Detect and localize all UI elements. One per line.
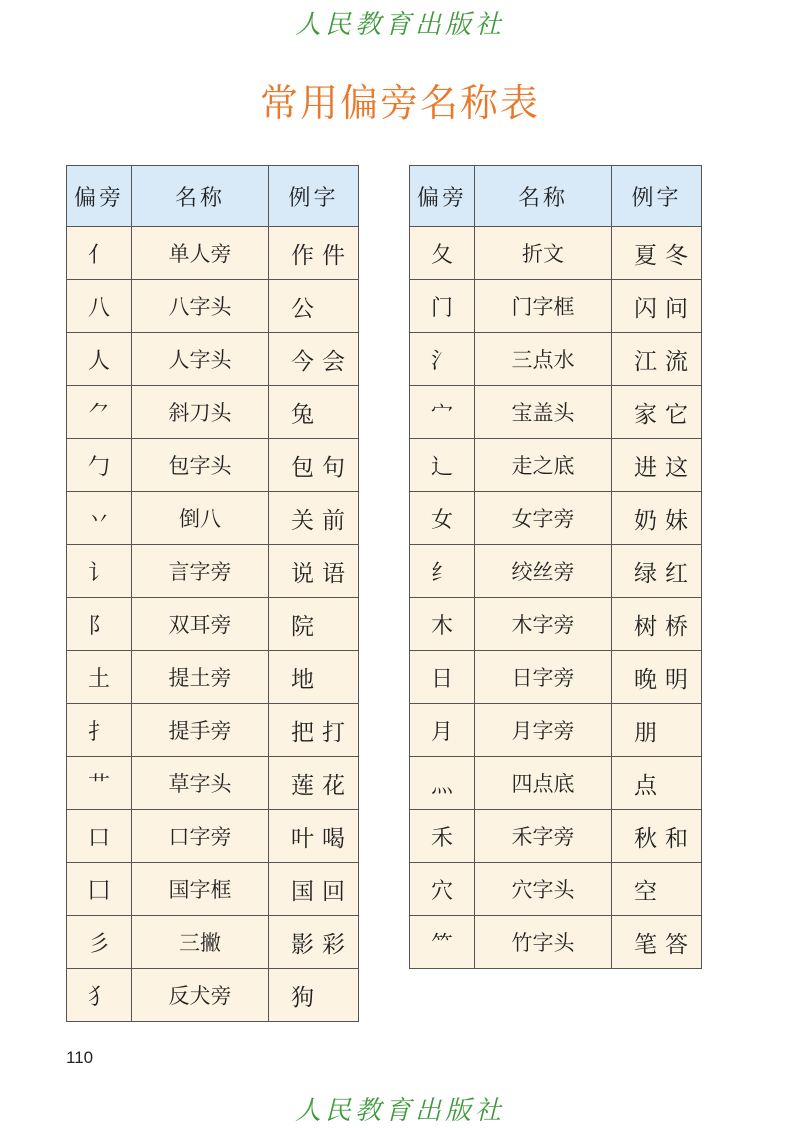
radical-cell: 土 (67, 651, 132, 704)
name-cell: 门字框 (475, 280, 612, 333)
examples-cell: 点 (612, 757, 702, 810)
name-cell: 宝盖头 (475, 386, 612, 439)
radical-cell: 纟 (410, 545, 475, 598)
examples-cell: 空 (612, 863, 702, 916)
table-header-row (410, 166, 702, 227)
name-cell: 斜刀头 (132, 386, 269, 439)
radical-cell: 门 (410, 280, 475, 333)
table-row (67, 757, 359, 810)
table-row (410, 863, 702, 916)
table-row (410, 598, 702, 651)
radical-cell: 亻 (67, 227, 132, 280)
name-cell: 双耳旁 (132, 598, 269, 651)
examples-cell: 地 (269, 651, 359, 704)
radical-cell: 扌 (67, 704, 132, 757)
examples-cell: 兔 (269, 386, 359, 439)
examples-cell: 树桥 (612, 598, 702, 651)
publisher-logo-top: 人民教育出版社 (294, 10, 505, 40)
name-cell: 三点水 (475, 333, 612, 386)
table-row (410, 545, 702, 598)
radical-cell: 讠 (67, 545, 132, 598)
name-cell: 三撇 (132, 916, 269, 969)
radical-cell: 八 (67, 280, 132, 333)
name-cell: 提土旁 (132, 651, 269, 704)
table-row (410, 651, 702, 704)
column-header-examples: 例字 (612, 166, 702, 227)
radical-cell: 阝 (67, 598, 132, 651)
name-cell: 倒八 (132, 492, 269, 545)
examples-cell: 叶喝 (269, 810, 359, 863)
name-cell: 反犬旁 (132, 969, 269, 1022)
radical-cell: 辶 (410, 439, 475, 492)
name-cell: 绞丝旁 (475, 545, 612, 598)
table-row (410, 492, 702, 545)
table-row (410, 704, 702, 757)
examples-cell: 进这 (612, 439, 702, 492)
radical-cell: 艹 (67, 757, 132, 810)
examples-cell: 夏冬 (612, 227, 702, 280)
name-cell: 包字头 (132, 439, 269, 492)
name-cell: 月字旁 (475, 704, 612, 757)
radical-cell: 犭 (67, 969, 132, 1022)
name-cell: 穴字头 (475, 863, 612, 916)
examples-cell: 绿红 (612, 545, 702, 598)
examples-cell: 闪问 (612, 280, 702, 333)
examples-cell: 今会 (269, 333, 359, 386)
table-row (410, 280, 702, 333)
examples-cell: 包句 (269, 439, 359, 492)
radical-cell: 灬 (410, 757, 475, 810)
radical-cell: ⺮ (410, 916, 475, 969)
examples-cell: 奶妹 (612, 492, 702, 545)
examples-cell: 朋 (612, 704, 702, 757)
table-row (67, 545, 359, 598)
name-cell: 草字头 (132, 757, 269, 810)
name-cell: 八字头 (132, 280, 269, 333)
examples-cell: 把打 (269, 704, 359, 757)
table-row (67, 916, 359, 969)
radical-cell: 女 (410, 492, 475, 545)
table-row (67, 386, 359, 439)
examples-cell: 说语 (269, 545, 359, 598)
radical-cell: 禾 (410, 810, 475, 863)
name-cell: 提手旁 (132, 704, 269, 757)
radical-cell: 丷 (67, 492, 132, 545)
radical-cell: 月 (410, 704, 475, 757)
column-header-radical: 偏旁 (67, 166, 132, 227)
column-header-examples: 例字 (269, 166, 359, 227)
page-title: 常用偏旁名称表 (259, 81, 540, 125)
table-row (410, 333, 702, 386)
table-row (67, 863, 359, 916)
table-row (67, 598, 359, 651)
radical-cell: ⺈ (67, 386, 132, 439)
name-cell: 木字旁 (475, 598, 612, 651)
radical-cell: 人 (67, 333, 132, 386)
radical-cell: 氵 (410, 333, 475, 386)
radical-cell: 囗 (67, 863, 132, 916)
examples-cell: 影彩 (269, 916, 359, 969)
table-row (410, 386, 702, 439)
radical-cell: 木 (410, 598, 475, 651)
column-header-name: 名称 (132, 166, 269, 227)
column-header-name: 名称 (475, 166, 612, 227)
name-cell: 竹字头 (475, 916, 612, 969)
examples-cell: 院 (269, 598, 359, 651)
examples-cell: 莲花 (269, 757, 359, 810)
name-cell: 口字旁 (132, 810, 269, 863)
table-row (410, 916, 702, 969)
name-cell: 人字头 (132, 333, 269, 386)
radical-table-left (66, 165, 359, 1022)
radical-cell: 日 (410, 651, 475, 704)
table-row (67, 439, 359, 492)
radical-cell: 彡 (67, 916, 132, 969)
examples-cell: 关前 (269, 492, 359, 545)
table-row (67, 704, 359, 757)
table-row (410, 227, 702, 280)
column-header-radical: 偏旁 (410, 166, 475, 227)
table-header-row (67, 166, 359, 227)
examples-cell: 公 (269, 280, 359, 333)
table-row (67, 333, 359, 386)
examples-cell: 秋和 (612, 810, 702, 863)
name-cell: 折文 (475, 227, 612, 280)
radical-cell: 口 (67, 810, 132, 863)
examples-cell: 作件 (269, 227, 359, 280)
name-cell: 女字旁 (475, 492, 612, 545)
table-row (67, 227, 359, 280)
page-number: 110 (66, 1048, 94, 1067)
name-cell: 走之底 (475, 439, 612, 492)
radical-cell: 宀 (410, 386, 475, 439)
table-row (410, 810, 702, 863)
name-cell: 单人旁 (132, 227, 269, 280)
examples-cell: 狗 (269, 969, 359, 1022)
examples-cell: 国回 (269, 863, 359, 916)
examples-cell: 晚明 (612, 651, 702, 704)
name-cell: 四点底 (475, 757, 612, 810)
publisher-logo-bottom: 人民教育出版社 (294, 1096, 505, 1126)
examples-cell: 江流 (612, 333, 702, 386)
table-row (67, 492, 359, 545)
table-row (67, 280, 359, 333)
table-row (67, 810, 359, 863)
table-row (67, 651, 359, 704)
radical-cell: 穴 (410, 863, 475, 916)
name-cell: 禾字旁 (475, 810, 612, 863)
radical-cell: 勹 (67, 439, 132, 492)
radical-cell: 夂 (410, 227, 475, 280)
table-row (410, 757, 702, 810)
table-row (410, 439, 702, 492)
table-row (67, 969, 359, 1022)
examples-cell: 笔答 (612, 916, 702, 969)
name-cell: 日字旁 (475, 651, 612, 704)
name-cell: 国字框 (132, 863, 269, 916)
radical-table-right (409, 165, 702, 969)
name-cell: 言字旁 (132, 545, 269, 598)
examples-cell: 家它 (612, 386, 702, 439)
